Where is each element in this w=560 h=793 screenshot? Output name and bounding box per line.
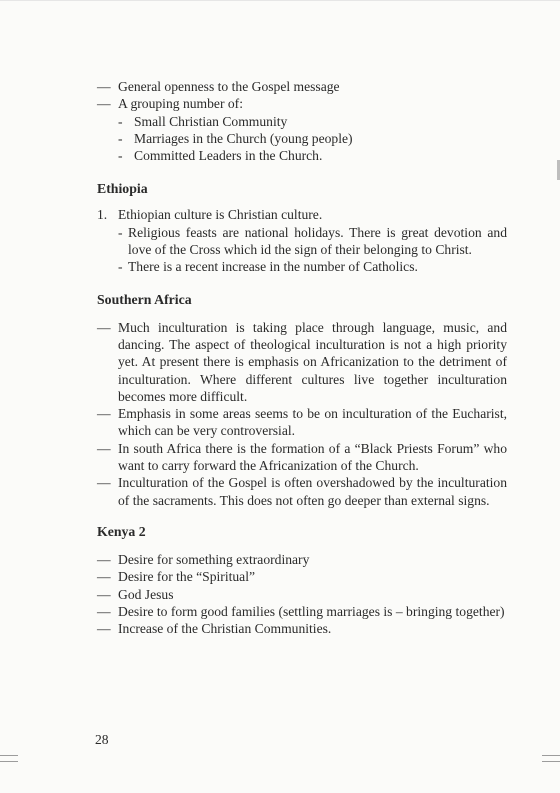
hyphen-marker: - xyxy=(118,148,123,164)
sub-list-item-text: Religious feasts are national holidays. There is great devotion and love of the Cross which id the sign of their belonging to Christ. xyxy=(128,224,507,258)
numbered-item xyxy=(97,206,507,223)
hyphen-marker: - xyxy=(118,130,123,146)
kenya-section xyxy=(97,551,507,637)
crop-mark-right xyxy=(542,761,560,762)
dash-marker: — xyxy=(97,569,111,585)
dash-marker: — xyxy=(97,475,111,491)
crop-mark-right xyxy=(542,755,560,756)
list-item xyxy=(97,405,507,440)
list-item xyxy=(97,620,507,637)
crop-mark-left xyxy=(0,761,18,762)
sub-list-item xyxy=(118,224,507,259)
dash-marker: — xyxy=(97,96,111,112)
section-heading-southern-africa: Southern Africa xyxy=(97,291,192,307)
list-item-text: Desire for the “Spiritual” xyxy=(118,569,256,585)
list-item-text: Much inculturation is taking place through language, music, and dancing. The aspect of theological inculturation is not a high priority yet. At present there is emphasis on Africanization to the detriment of inculturation. Where different cultures live together inculturation becomes more difficult. xyxy=(118,319,507,404)
list-item xyxy=(97,568,507,585)
numbered-item-text: Ethiopian culture is Christian culture. xyxy=(118,207,323,223)
list-item xyxy=(97,474,507,509)
dash-marker: — xyxy=(97,551,111,567)
southern-africa-section xyxy=(97,319,507,509)
ethiopia-section xyxy=(97,206,507,275)
crop-mark-left xyxy=(0,755,18,756)
dash-marker: — xyxy=(97,586,111,602)
list-item xyxy=(97,440,507,475)
page-content xyxy=(97,78,507,637)
sub-list-item xyxy=(97,147,507,164)
list-item-text: Emphasis in some areas seems to be on inculturation of the Eucharist, which can be very controversial. xyxy=(118,406,507,439)
sub-list-item-text: There is a recent increase in the number of Catholics. xyxy=(128,259,418,275)
dash-marker: — xyxy=(97,319,111,335)
list-item-text: Increase of the Christian Communities. xyxy=(118,621,332,637)
list-item-text: Desire to form good families (settling marriages is – bringing together) xyxy=(118,603,505,619)
section-heading-ethiopia: Ethiopia xyxy=(97,181,148,197)
dash-marker: — xyxy=(97,603,111,619)
page-top-edge xyxy=(0,0,560,1)
section-heading-kenya: Kenya 2 xyxy=(97,523,146,539)
list-item-text: Inculturation of the Gospel is often overshadowed by the inculturation of the sacraments. This does not often go deeper than external signs. xyxy=(118,475,507,508)
list-item-text: God Jesus xyxy=(118,586,174,602)
crop-marks xyxy=(0,755,560,765)
dash-marker: — xyxy=(97,406,111,422)
list-item-text: A grouping number of: xyxy=(118,96,243,112)
dash-marker: — xyxy=(97,79,111,94)
sub-list-item-text: Small Christian Community xyxy=(134,113,288,129)
list-item-text: General openness to the Gospel message xyxy=(118,79,340,94)
dash-marker: — xyxy=(97,621,111,637)
sub-list-item xyxy=(97,130,507,147)
sub-list-item xyxy=(118,258,507,275)
sub-list-item-text: Committed Leaders in the Church. xyxy=(134,148,323,164)
list-item xyxy=(97,95,507,112)
sub-list-item xyxy=(97,113,507,130)
list-item xyxy=(97,586,507,603)
list-item-text: In south Africa there is the formation of a “Black Priests Forum” who want to carry forward the Africanization of the Church. xyxy=(118,440,507,474)
list-item-text: Desire for something extraordinary xyxy=(118,551,310,567)
list-item xyxy=(97,551,507,568)
hyphen-marker: - xyxy=(118,259,123,275)
list-item xyxy=(97,603,507,620)
intro-list xyxy=(97,78,507,164)
sub-list-item-text: Marriages in the Church (young people) xyxy=(134,130,353,146)
list-item xyxy=(97,319,507,405)
dash-marker: — xyxy=(97,440,111,456)
hyphen-marker: - xyxy=(118,224,123,240)
list-item xyxy=(97,78,507,95)
hyphen-marker: - xyxy=(118,113,123,129)
page-number: 28 xyxy=(95,732,109,747)
number-marker: 1. xyxy=(97,207,108,223)
